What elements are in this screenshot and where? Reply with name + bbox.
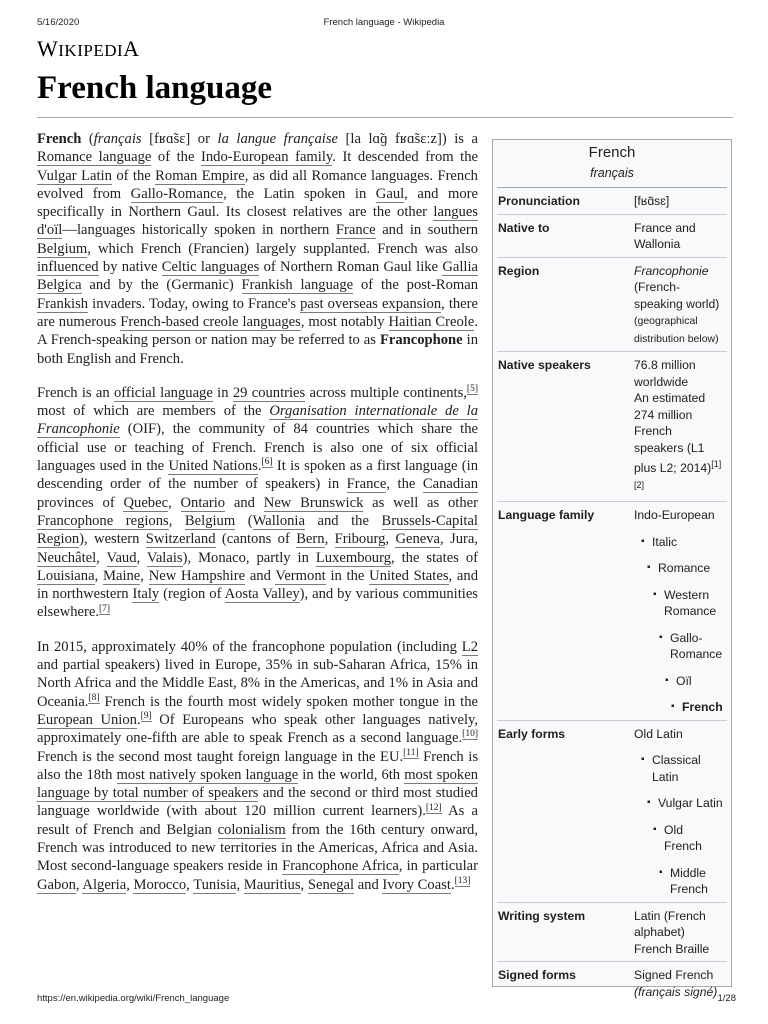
infobox-label: Region [498, 263, 540, 278]
link-morocco[interactable]: Morocco [133, 876, 187, 893]
link-tunisia[interactable]: Tunisia [193, 876, 237, 893]
link-france[interactable]: France [346, 476, 387, 493]
link-celtic-languages[interactable]: Celtic languages [161, 259, 260, 276]
paragraph-intro: French (français [fʁɑ̃sɛ] or la langue française [la lɑ̃ɡ fʁɑ̃sɛːz]) is a Romance language of the Indo-European family. It descended from the Vulgar Latin of the Roman Empire, as did all Romance languages. French evolved from Gallo-Romance, the Latin spoken in Gaul, and more specifically in Northern Gaul. Its closest relatives are the other langues d'oïl—languages historically spoken in northern France and in southern Belgium, which French (Francien) largely supplanted. French was also influenced by native Celtic languages of Northern Roman Gaul like Gallia Belgica and by the (Germanic) Frankish language of the post-Roman Frankish invaders. Today, owing to France's past overseas expansion, there are numerous French-based creole languages, most notably Haitian Creole. A French-speaking person or nation may be referred to as Francophone in both English and French. [37, 131, 478, 367]
link-ivory-coast[interactable]: Ivory Coast [382, 876, 451, 893]
link-french-based-creoles[interactable]: French-based creole languages [120, 313, 301, 330]
reference-link[interactable]: [1][2] [634, 459, 722, 490]
paragraph-speakers: In 2015, approximately 40% of the francophone population (including L2 and partial speakers) lived in Europe, 35% in sub-Saharan Africa, 15% in North Africa and the Middle East, 8% in the Americas, and 1% in Asia and Oceania.[8] French is the fourth most widely spoken mother tongue in the European Union.[9] Of Europeans who speak other languages natively, approximately one-fifth are able to speak French as a second language.[10] French is the second most taught foreign language in the EU.[11] French is also the 18th most natively spoken language in the world, 6th most spoken language by total number of speakers and the second or third most studied language worldwide (with about 120 million current learners).[12] As a result of French and Belgian colonialism from the 16th century onward, French was introduced to new territories in the Americas, Africa and Asia. Most second-language speakers reside in Francophone Africa, in particular Gabon, Algeria, Morocco, Tunisia, Mauritius, Senegal and Ivory Coast.[13] [37, 638, 479, 893]
link-gabon[interactable]: Gabon [37, 876, 76, 893]
link-quebec[interactable]: Quebec [123, 494, 169, 511]
article-body [37, 130, 478, 910]
italic-term: français [93, 131, 142, 147]
infobox-label: Pronunciation [498, 194, 580, 208]
writing-latin[interactable]: Latin (French alphabet) [634, 908, 706, 940]
link-gaul[interactable]: Gaul [375, 185, 405, 202]
link-brussels-capital-region[interactable]: Brussels-Capital Region [37, 512, 478, 548]
signed-french[interactable]: Signed French [634, 968, 714, 983]
page-number: 1/28 [717, 993, 736, 1004]
signed-french-native: (français signé) [634, 984, 718, 999]
infobox-row-early-forms [497, 721, 727, 903]
link-neuchatel[interactable]: Neuchâtel [37, 549, 97, 566]
family-node[interactable]: ▪ Oïl [676, 673, 723, 690]
family-tree [634, 534, 723, 716]
link-geneva[interactable]: Geneva [395, 531, 441, 548]
link-vermont[interactable]: Vermont [275, 567, 326, 584]
link-vulgar-latin[interactable]: Vulgar Latin [37, 167, 112, 184]
link-29-countries[interactable]: 29 countries [232, 384, 306, 401]
reference-link[interactable]: [5] [466, 384, 478, 394]
speakers-native: 76.8 million worldwide [634, 358, 696, 389]
link-wallonia[interactable]: Wallonia [252, 512, 305, 529]
link-haitian-creole[interactable]: Haitian Creole [388, 313, 475, 330]
family-node: ▪ French [682, 699, 723, 716]
infobox-row-writing-system [497, 903, 727, 963]
link-new-brunswick[interactable]: New Brunswick [263, 494, 364, 511]
print-url: https://en.wikipedia.org/wiki/French_language [37, 993, 230, 1004]
infobox-title: French [588, 144, 636, 161]
print-title: French language - Wikipedia [323, 17, 445, 28]
infobox-value[interactable]: France and Wallonia [634, 220, 696, 251]
region-distribution-note: (geographical distribution below) [634, 315, 719, 345]
infobox-row-language-family [497, 502, 727, 721]
link-mauritius[interactable]: Mauritius [243, 876, 301, 893]
infobox-value[interactable]: [fʁɑ̃sɛ] [634, 194, 670, 208]
link-oif[interactable]: Organisation internationale de la Francophonie [37, 403, 479, 438]
infobox [492, 139, 732, 999]
reference-link[interactable]: [6] [261, 457, 273, 468]
early-form-root[interactable]: Old Latin [634, 726, 683, 741]
infobox-value [634, 908, 727, 958]
link-official-language[interactable]: official language [113, 384, 213, 401]
early-form-node[interactable]: ▪ Vulgar Latin [658, 795, 723, 812]
infobox-value [634, 507, 727, 716]
region-link[interactable]: Francophonie [634, 263, 709, 278]
link-united-nations[interactable]: United Nations [168, 458, 258, 475]
bold-term: Francophone [379, 332, 463, 349]
infobox-label: Language family [498, 508, 595, 523]
link-maine[interactable]: Maine [102, 567, 141, 584]
link-frankish-language[interactable]: Frankish language [241, 277, 354, 294]
reference-link[interactable]: [12] [425, 802, 442, 813]
link-france[interactable]: France [335, 222, 376, 239]
link-switzerland[interactable]: Switzerland [145, 531, 216, 548]
infobox-label: Native speakers [498, 358, 591, 372]
wordmark-last: A [123, 36, 140, 61]
link-gallo-romance[interactable]: Gallo-Romance [130, 185, 224, 202]
title-divider [37, 117, 733, 118]
infobox-row-region [497, 258, 727, 353]
infobox-row-native-to [497, 215, 727, 258]
wordmark-rest: IKIPEDI [58, 41, 124, 60]
link-valais[interactable]: Valais [146, 549, 183, 566]
family-node[interactable]: ▪ Gallo-Romance [670, 630, 723, 663]
link-romance-language[interactable]: Romance language [37, 149, 152, 166]
infobox-label: Signed forms [498, 968, 576, 983]
link-algeria[interactable]: Algeria [82, 876, 127, 893]
infobox-label: Native to [498, 220, 550, 235]
link-francophone-regions[interactable]: Francophone regions [37, 512, 169, 529]
region-note: (French-speaking world) [634, 280, 720, 311]
print-header [0, 17, 768, 31]
reference-link[interactable]: [10] [462, 729, 478, 740]
reference-link[interactable]: [8] [88, 692, 100, 703]
infobox-row-native-speakers [497, 352, 727, 502]
reference-link[interactable]: [7] [99, 603, 111, 614]
link-most-natively-spoken[interactable]: most natively spoken language [116, 766, 299, 783]
wordmark-first: W [37, 36, 59, 61]
link-vaud[interactable]: Vaud [106, 549, 137, 566]
link-l2[interactable]: L2 [461, 638, 478, 655]
paragraph-official-status: French is an official language in 29 countries across multiple continents,[5] most of which are members of the Organisation internationale de la Francophonie (OIF), the community of 84 countries which share the official use or teaching of French. French is also one of six official languages used in the United Nations.[6] It is spoken as a first language (in descending order of the number of speakers) in France, the Canadian provinces of Quebec, Ontario and New Brunswick as well as other Francophone regions, Belgium (Wallonia and the Brussels-Capital Region), western Switzerland (cantons of Bern, Fribourg, Geneva, Jura, Neuchâtel, Vaud, Valais), Monaco, partly in Luxembourg, the states of Louisiana, Maine, New Hampshire and Vermont in the United States, and in northwestern Italy (region of Aosta Valley), and by various communities elsewhere.[7] [37, 384, 479, 621]
link-canadian[interactable]: Canadian [422, 476, 478, 493]
link-louisiana[interactable]: Louisiana [37, 567, 95, 584]
link-european-union[interactable]: European Union [37, 711, 137, 728]
link-italy[interactable]: Italy [132, 586, 160, 603]
family-root[interactable]: Indo-European [634, 508, 715, 523]
link-indo-european-family[interactable]: Indo-European family [201, 149, 333, 166]
bold-term: French [37, 131, 82, 147]
link-gallia-belgica[interactable]: Gallia Belgica [37, 259, 478, 294]
link-bern[interactable]: Bern [296, 531, 325, 548]
early-form-node[interactable]: ▪ Classical Latin [652, 752, 723, 785]
link-frankish[interactable]: Frankish [37, 295, 89, 312]
infobox-value [634, 726, 727, 898]
infobox-label: Writing system [498, 908, 586, 923]
reference-link[interactable]: [9] [140, 711, 152, 722]
family-node[interactable]: ▪ Italic [652, 534, 723, 551]
link-most-spoken-total[interactable]: most spoken language by total number of speakers [37, 766, 478, 802]
link-colonialism[interactable]: colonialism [217, 821, 286, 838]
link-influenced[interactable]: influenced [37, 259, 99, 276]
link-past-overseas-expansion[interactable]: past overseas expansion [300, 295, 442, 312]
italic-term: la langue française [217, 131, 338, 147]
link-ontario[interactable]: Ontario [180, 494, 226, 511]
writing-braille[interactable]: French Braille [634, 941, 710, 956]
link-francophone-africa[interactable]: Francophone Africa [282, 858, 399, 875]
link-roman-empire[interactable]: Roman Empire [155, 167, 245, 184]
family-node[interactable]: ▪ Romance [658, 560, 723, 577]
early-form-node[interactable]: ▪ Old French [664, 822, 723, 855]
infobox-row-pronunciation [497, 188, 727, 215]
link-aosta-valley[interactable]: Aosta Valley [224, 586, 300, 603]
print-date: 5/16/2020 [37, 17, 80, 28]
speakers-total: An estimated 274 million French speakers (L1 plus L2; 2014) [634, 391, 712, 476]
link-united-states[interactable]: United States [369, 567, 449, 584]
page-title: French language [37, 70, 272, 106]
infobox-label: Early forms [498, 726, 566, 741]
early-forms-tree [634, 752, 723, 898]
link-belgium[interactable]: Belgium [184, 512, 236, 529]
reference-link[interactable]: [13] [454, 875, 471, 886]
link-belgium[interactable]: Belgium [37, 240, 88, 257]
link-new-hampshire[interactable]: New Hampshire [148, 567, 246, 584]
print-footer [0, 993, 768, 1007]
link-senegal[interactable]: Senegal [307, 876, 355, 893]
family-node[interactable]: ▪ Western Romance [664, 587, 723, 620]
early-form-node[interactable]: ▪ Middle French [670, 865, 723, 898]
wikipedia-wordmark[interactable] [37, 36, 140, 62]
link-fribourg[interactable]: Fribourg [334, 531, 386, 548]
infobox-subtitle: français [497, 164, 727, 189]
link-luxembourg[interactable]: Luxembourg [315, 549, 391, 566]
infobox-value [634, 263, 727, 348]
infobox-value [634, 357, 727, 497]
link-langues-doil[interactable]: langues d'oïl [37, 204, 478, 239]
reference-link[interactable]: [11] [403, 747, 419, 758]
